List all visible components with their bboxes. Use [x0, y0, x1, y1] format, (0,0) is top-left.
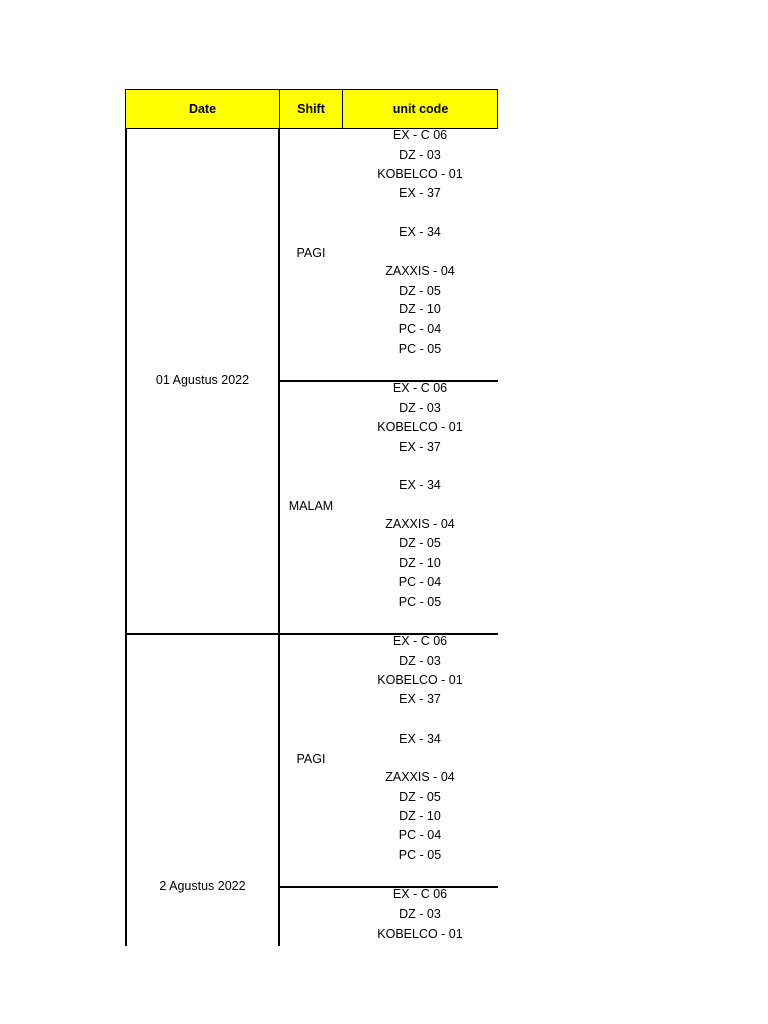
unit-code-cell: DZ - 05 [399, 536, 441, 550]
shift-cell: PAGI [296, 752, 326, 766]
unit-code-cell: ZAXXIS - 04 [385, 264, 455, 278]
unit-code-cell: EX - C 06 [392, 381, 448, 395]
table-header-row [125, 89, 498, 129]
unit-code-cell: KOBELCO - 01 [377, 673, 463, 687]
unit-code-cell: DZ - 10 [399, 556, 441, 570]
unit-code-cell: DZ - 10 [399, 302, 441, 316]
unit-code-cell: PC - 05 [398, 595, 442, 609]
unit-code-cell: PC - 04 [398, 322, 442, 336]
unit-code-cell: DZ - 03 [399, 907, 441, 921]
unit-code-cell: KOBELCO - 01 [377, 927, 463, 941]
unit-code-cell: EX - 34 [399, 478, 441, 492]
date-cell: 01 Agustus 2022 [155, 373, 250, 387]
unit-code-cell: DZ - 05 [399, 284, 441, 298]
unit-code-cell: EX - 37 [399, 692, 441, 706]
unit-code-cell: DZ - 03 [399, 401, 441, 415]
unit-code-cell: PC - 04 [398, 575, 442, 589]
header-unit-code: unit code [392, 102, 449, 116]
unit-code-cell: ZAXXIS - 04 [385, 517, 455, 531]
unit-code-cell: ZAXXIS - 04 [385, 770, 455, 784]
left-border [125, 129, 127, 946]
unit-code-cell: DZ - 05 [399, 790, 441, 804]
header-date: Date [188, 102, 217, 116]
unit-code-cell: DZ - 10 [399, 809, 441, 823]
unit-code-cell: DZ - 03 [399, 654, 441, 668]
unit-code-cell: KOBELCO - 01 [377, 167, 463, 181]
header-shift: Shift [297, 102, 325, 116]
unit-code-cell: PC - 05 [398, 342, 442, 356]
unit-code-cell: KOBELCO - 01 [377, 420, 463, 434]
unit-code-cell: EX - C 06 [392, 634, 448, 648]
unit-code-cell: EX - 34 [399, 732, 441, 746]
unit-code-cell: EX - C 06 [392, 887, 448, 901]
unit-code-cell: EX - C 06 [392, 128, 448, 142]
shift-cell: MALAM [288, 499, 334, 513]
date-cell: 2 Agustus 2022 [159, 879, 246, 893]
unit-code-cell: PC - 05 [398, 848, 442, 862]
shift-cell: PAGI [296, 246, 326, 260]
unit-code-cell: DZ - 03 [399, 148, 441, 162]
unit-code-cell: EX - 34 [399, 225, 441, 239]
unit-code-cell: EX - 37 [399, 186, 441, 200]
unit-code-cell: PC - 04 [398, 828, 442, 842]
unit-code-cell: EX - 37 [399, 440, 441, 454]
